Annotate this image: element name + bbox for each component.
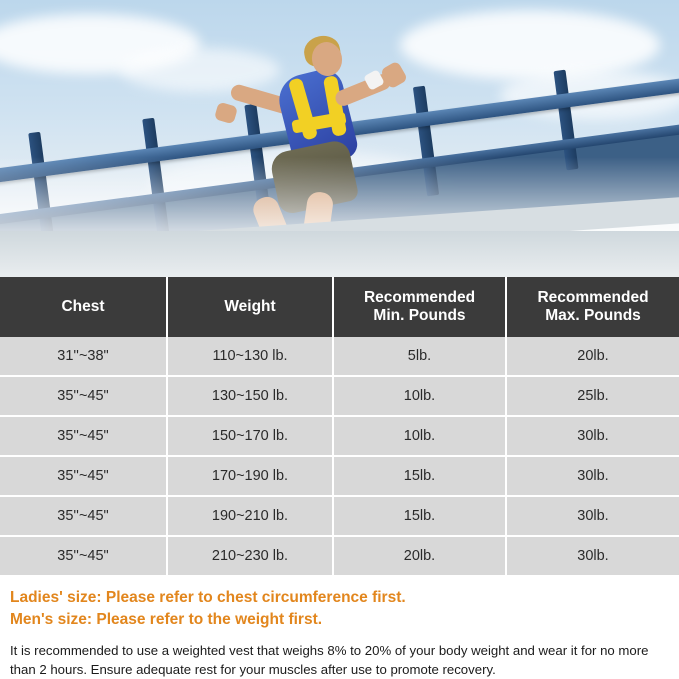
table-row bbox=[0, 376, 679, 416]
column-header-min-pounds-line2: Min. Pounds bbox=[373, 306, 466, 324]
column-header-max-pounds bbox=[506, 277, 679, 337]
note-mens-size: Men's size: Please refer to the weight first. bbox=[10, 610, 323, 628]
foreground-ground bbox=[0, 231, 679, 277]
cell-chest: 35''~45" bbox=[0, 416, 167, 456]
cell-weight: 190~210 lb. bbox=[167, 496, 333, 536]
table-row bbox=[0, 536, 679, 575]
cell-chest: 35''~45" bbox=[0, 376, 167, 416]
cell-chest: 35''~45" bbox=[0, 496, 167, 536]
note-usage-recommendation: It is recommended to use a weighted vest that weighs 8% to 20% of your body weight and wear it for no more than 2 hours. Ensure adequate rest for your muscles after use to promote recovery. bbox=[10, 642, 649, 677]
cell-weight: 110~130 lb. bbox=[167, 337, 333, 376]
cell-max-pounds: 30lb. bbox=[506, 496, 679, 536]
cell-weight: 130~150 lb. bbox=[167, 376, 333, 416]
table-row bbox=[0, 416, 679, 456]
cell-weight: 210~230 lb. bbox=[167, 536, 333, 575]
column-header-min-pounds bbox=[333, 277, 506, 337]
cell-max-pounds: 25lb. bbox=[506, 376, 679, 416]
footer-notes bbox=[0, 575, 679, 679]
table-row bbox=[0, 337, 679, 376]
column-header-chest-label: Chest bbox=[61, 297, 105, 315]
cell-max-pounds: 30lb. bbox=[506, 416, 679, 456]
cell-min-pounds: 10lb. bbox=[333, 416, 506, 456]
cell-chest: 35''~45" bbox=[0, 456, 167, 496]
note-ladies-size: Ladies' size: Please refer to chest circumference first. bbox=[10, 588, 406, 606]
column-header-chest bbox=[0, 277, 167, 337]
cell-min-pounds: 10lb. bbox=[333, 376, 506, 416]
column-header-min-pounds-line1: Recommended bbox=[363, 289, 476, 306]
cell-max-pounds: 30lb. bbox=[506, 456, 679, 496]
cell-min-pounds: 15lb. bbox=[333, 456, 506, 496]
size-chart-table bbox=[0, 277, 679, 575]
cell-weight: 170~190 lb. bbox=[167, 456, 333, 496]
cell-chest: 35''~45" bbox=[0, 536, 167, 575]
hero-image bbox=[0, 0, 679, 277]
column-header-weight bbox=[167, 277, 333, 337]
cell-weight: 150~170 lb. bbox=[167, 416, 333, 456]
cell-chest: 31''~38" bbox=[0, 337, 167, 376]
cell-max-pounds: 30lb. bbox=[506, 536, 679, 575]
column-header-weight-label: Weight bbox=[224, 297, 276, 315]
runner-back-hand bbox=[214, 102, 238, 125]
table-header-row bbox=[0, 277, 679, 337]
column-header-max-pounds-line2: Max. Pounds bbox=[545, 306, 641, 324]
cell-min-pounds: 20lb. bbox=[333, 536, 506, 575]
column-header-max-pounds-line1: Recommended bbox=[537, 289, 649, 306]
cell-max-pounds: 20lb. bbox=[506, 337, 679, 376]
table-row bbox=[0, 496, 679, 536]
table-row bbox=[0, 456, 679, 496]
cell-min-pounds: 15lb. bbox=[333, 496, 506, 536]
cell-min-pounds: 5lb. bbox=[333, 337, 506, 376]
